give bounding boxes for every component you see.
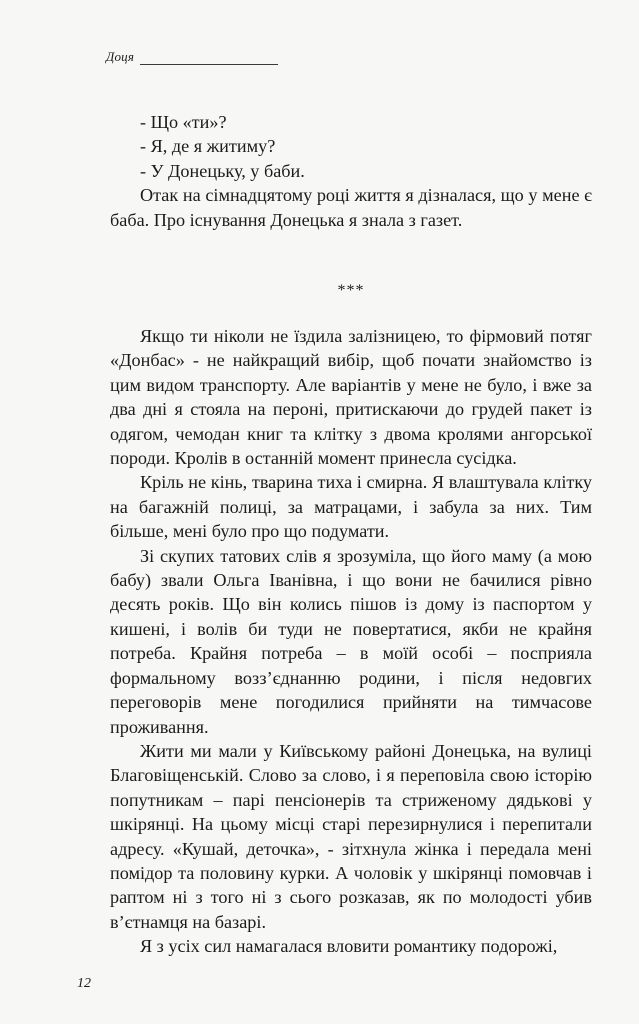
main-text-block (110, 324, 592, 959)
paragraph: Я з усіх сил намагалася вловити романтику подорожі, (140, 936, 558, 957)
paragraph: Зі скупих татових слів я зрозуміла, що його маму (а мою бабу) звали Ольга Іванівна, і що вони не бачилися рівно десять років. Що він колись пішов із дому із паспортом у кишені, і волів би туди не повертатися, якби не крайня потреба. Крайня потреба – в моїй особі – посприяла формальному возз’єднанню родини, і після недовгих переговорів мене погодилися прийняти на тимчасове проживання. (110, 545, 592, 737)
dialog-line: - Я, де я житиму? (140, 136, 276, 157)
paragraph: Якщо ти ніколи не їздила залізницею, то фірмовий потяг «Донбас» - не найкращий вибір, щоб почати знайомство із цим видом транспорту. Але варіантів у мене не було, і вже за два дні я стояла на пероні, притискаючи до грудей пакет із одягом, чемодан книг та клітку з двома кролями ангорської породи. Кролів в останній момент принесла сусідка. (110, 326, 592, 469)
dialog-line: - Що «ти»? (140, 112, 227, 132)
page-number: 12 (77, 976, 91, 991)
paragraph: Жити ми мали у Київському районі Донецька, на вулиці Благовіщенській. Слово за слово, і я переповіла свою історію попутникам – парі пенсіонерів та стриженому дядькові у шкірянці. На цьому місці старі перезирнулися і перепитали адресу. «Кушай, деточка», - зітхнула жінка і передала мені помідор та половину курки. А чоловік у шкірянці помовчав і раптом ні з того ні з сього розказав, як по молодості убив в’єтнамця на базарі. (110, 740, 592, 932)
dialog-block (110, 110, 592, 232)
running-title: Доця (106, 49, 135, 64)
paragraph: Кріль не кінь, тварина тиха і смирна. Я влаштувала клітку на багажній полиці, за матрацами, і забула за них. Тим більше, мені було про що подумати. (110, 472, 592, 542)
running-title-rule (140, 64, 278, 65)
dialog-line: - У Донецьку, у баби. (140, 160, 305, 181)
section-separator: *** (337, 282, 365, 299)
paragraph: Отак на сімнадцятому році життя я дізналася, що у мене є баба. Про існування Донецька я знала з газет. (110, 185, 592, 230)
